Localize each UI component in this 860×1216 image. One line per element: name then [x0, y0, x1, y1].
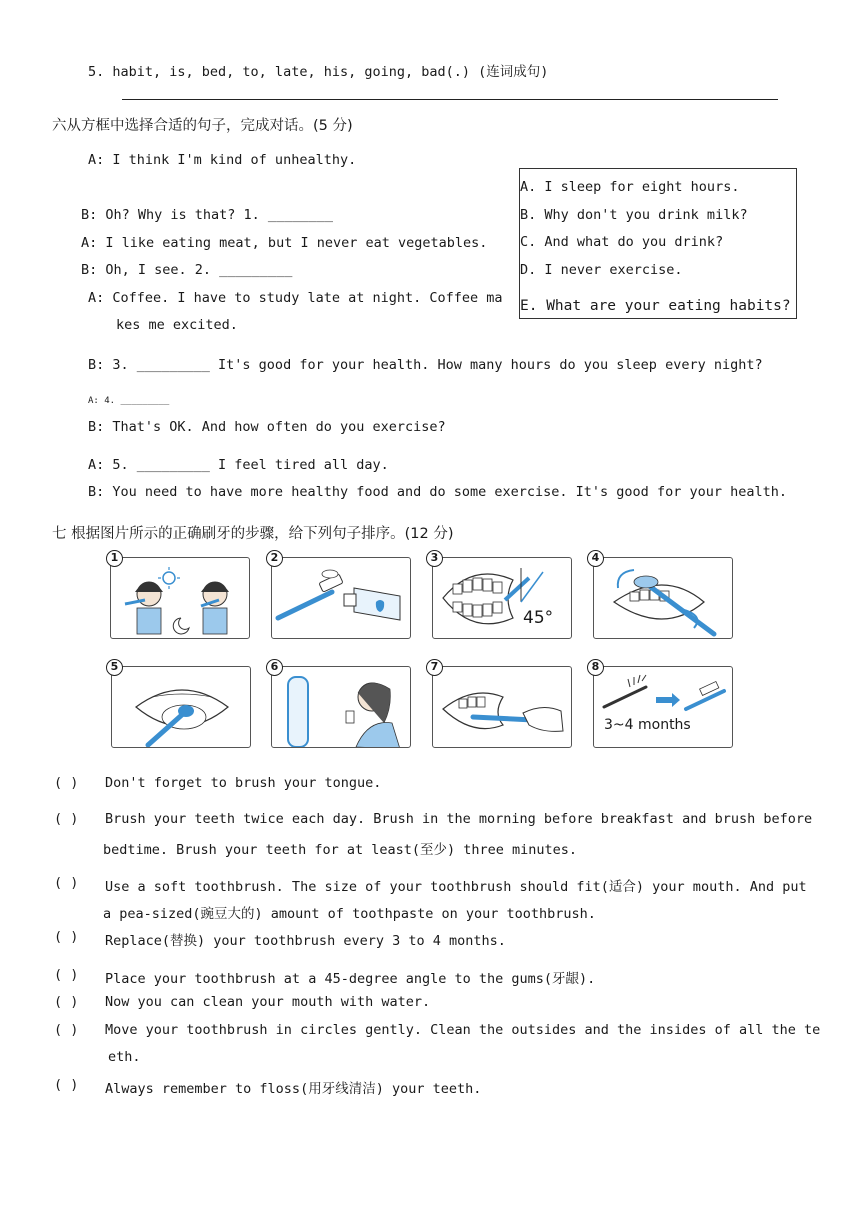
dialogue-line-4: B: Oh, I see. 2. _________	[81, 262, 293, 278]
replace-toothbrush-icon	[594, 667, 733, 748]
dialogue-line-1: A: I think I'm kind of unhealthy.	[88, 152, 357, 168]
answer-blank-4[interactable]: ( )	[54, 929, 79, 945]
dialogue-line-3: A: I like eating meat, but I never eat vegetables.	[81, 235, 488, 251]
option-b: B. Why don't you drink milk?	[520, 207, 748, 223]
answer-blank-3[interactable]: ( )	[54, 875, 79, 891]
step-panel-6	[271, 666, 411, 748]
step-number-7: 7	[426, 659, 443, 676]
replace-interval-label: 3~4 months	[604, 717, 691, 733]
statement-6: Now you can clean your mouth with water.	[105, 994, 431, 1010]
statement-4: Replace(替换) your toothbrush every 3 to 4 months.	[105, 933, 506, 949]
option-a: A. I sleep for eight hours.	[520, 179, 740, 195]
step-panel-2	[271, 557, 411, 639]
dialogue-line-5: A: Coffee. I have to study late at night. Coffee ma	[88, 290, 503, 306]
girls-brushing-day-night-icon	[111, 558, 250, 639]
statement-7-cont: eth.	[108, 1049, 141, 1065]
angle-label: 45°	[523, 608, 554, 628]
dialogue-line-8: B: That's OK. And how often do you exercise?	[88, 419, 446, 435]
statement-3: Use a soft toothbrush. The size of your toothbrush should fit(适合) your mouth. And put	[105, 879, 807, 895]
answer-blank-6[interactable]: ( )	[54, 994, 79, 1010]
dialogue-line-5-cont: kes me excited.	[116, 317, 238, 333]
question-5-text: 5. habit, is, bed, to, late, his, going, bad(.) (连词成句)	[88, 64, 549, 80]
statement-3-cont: a pea-sized(豌豆大的) amount of toothpaste on your toothbrush.	[103, 906, 596, 922]
step-panel-7	[432, 666, 572, 748]
dialogue-line-10: B: You need to have more healthy food and do some exercise. It's good for your health.	[88, 484, 787, 500]
option-c: C. And what do you drink?	[520, 234, 724, 250]
step-number-4: 4	[587, 550, 604, 567]
step-panel-3	[432, 557, 572, 639]
step-number-2: 2	[266, 550, 283, 567]
answer-blank-8[interactable]: ( )	[54, 1077, 79, 1093]
circular-brushing-icon	[594, 558, 733, 639]
girl-rinsing-mouth-icon	[272, 667, 411, 748]
step-number-3: 3	[426, 550, 443, 567]
step-number-1: 1	[106, 550, 123, 567]
answer-blank-7[interactable]: ( )	[54, 1022, 79, 1038]
section-7-heading: 七 根据图片所示的正确刷牙的步骤，给下列句子排序。(12 分)	[52, 526, 454, 542]
answer-blank-2[interactable]: ( )	[54, 811, 79, 827]
answer-blank-5[interactable]: ( )	[54, 967, 79, 983]
statement-1: Don't forget to brush your tongue.	[105, 775, 382, 791]
step-number-6: 6	[266, 659, 283, 676]
step-panel-8	[593, 666, 733, 748]
step-panel-1	[110, 557, 250, 639]
option-d: D. I never exercise.	[520, 262, 683, 278]
dialogue-line-6: B: 3. _________ It's good for your health. How many hours do you sleep every night?	[88, 357, 763, 373]
brushing-tongue-icon	[112, 667, 251, 748]
answer-blank-1[interactable]: ( )	[54, 775, 79, 791]
statement-7: Move your toothbrush in circles gently. Clean the outsides and the insides of all the te	[105, 1022, 821, 1038]
statement-5: Place your toothbrush at a 45-degree angle to the gums(牙龈).	[105, 971, 596, 987]
dialogue-line-7: A: 4. _________	[88, 396, 170, 406]
step-number-5: 5	[106, 659, 123, 676]
dialogue-line-2: B: Oh? Why is that? 1. ________	[81, 207, 333, 223]
dialogue-line-9: A: 5. _________ I feel tired all day.	[88, 457, 389, 473]
step-panel-5	[111, 666, 251, 748]
step-number-8: 8	[587, 659, 604, 676]
statement-2: Brush your teeth twice each day. Brush in the morning before breakfast and brush before	[105, 811, 813, 827]
section-6-heading: 六从方框中选择合适的句子，完成对话。(5 分)	[52, 118, 353, 134]
toothbrush-toothpaste-icon	[272, 558, 411, 639]
answer-line	[122, 99, 778, 100]
option-e: E. What are your eating habits?	[520, 298, 791, 314]
options-box	[519, 168, 797, 319]
statement-2-cont: bedtime. Brush your teeth for at least(至少) three minutes.	[103, 842, 578, 858]
statement-8: Always remember to floss(用牙线清洁) your teeth.	[105, 1081, 482, 1097]
step-panel-4	[593, 557, 733, 639]
flossing-teeth-icon	[433, 667, 572, 748]
